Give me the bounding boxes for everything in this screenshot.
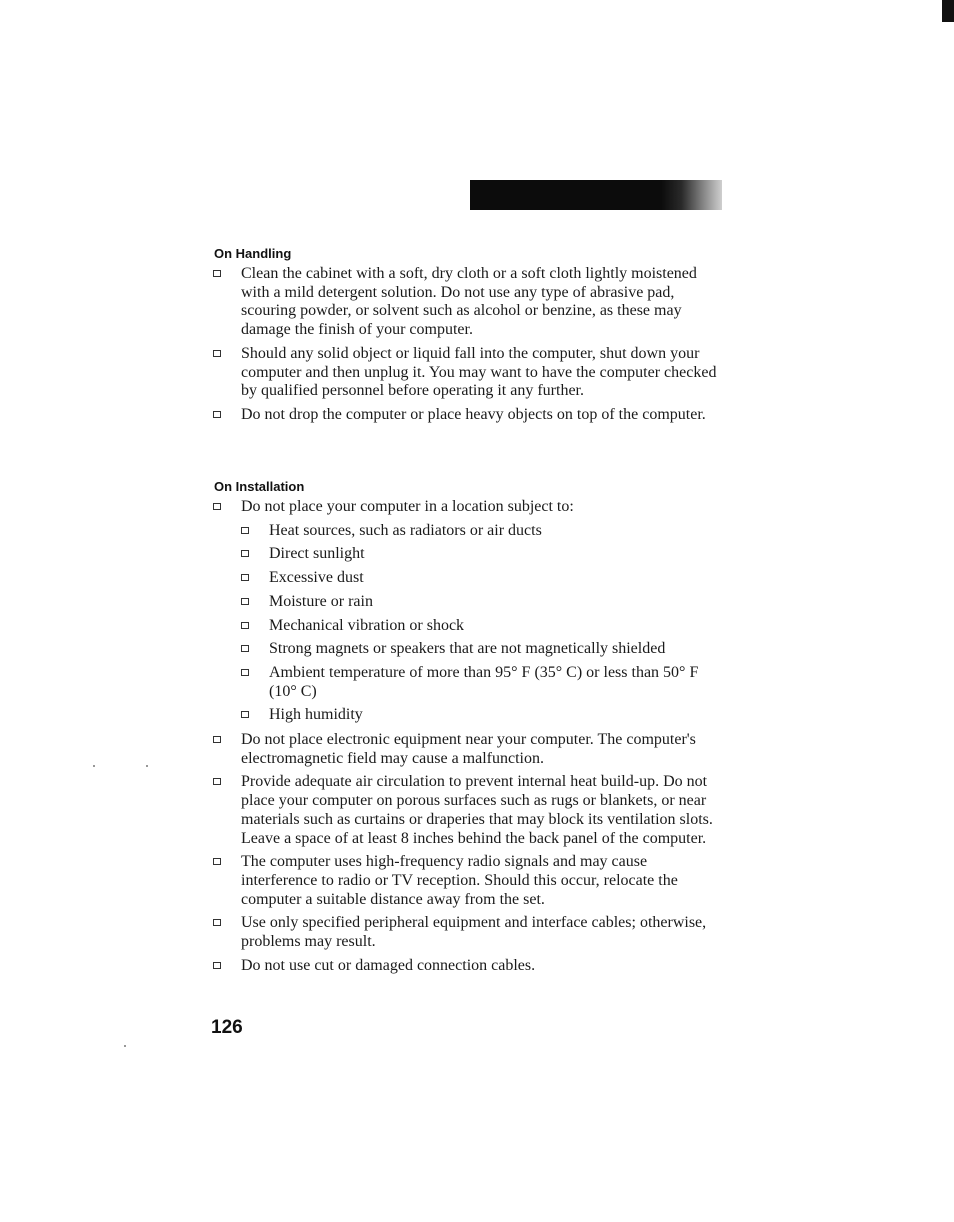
- item-text: Mechanical vibration or shock: [269, 616, 465, 634]
- sub-list-item: [212, 617, 722, 636]
- checkbox-bullet-icon: [241, 711, 249, 718]
- checkbox-bullet-icon: [213, 778, 221, 785]
- checkbox-bullet-icon: [241, 527, 249, 534]
- sub-list-item: [212, 545, 722, 564]
- checkbox-bullet-icon: [241, 598, 249, 605]
- checkbox-bullet-icon: [241, 645, 249, 652]
- list-item: [212, 265, 722, 340]
- item-text: High humidity: [269, 706, 363, 724]
- list-item: [212, 773, 722, 848]
- scan-speck: [146, 765, 148, 767]
- checkbox-bullet-icon: [241, 574, 249, 581]
- sub-list-item: [212, 569, 722, 588]
- item-text: Should any solid object or liquid fall into the computer, shut down your computer and then unplug it. You may want to have the computer checked by qualified personnel before operating it any further.: [241, 344, 717, 400]
- item-text: Direct sunlight: [269, 545, 365, 563]
- checkbox-bullet-icon: [241, 622, 249, 629]
- sub-list-item: [212, 664, 722, 701]
- checkbox-bullet-icon: [213, 919, 221, 926]
- list-item: [212, 406, 722, 425]
- sub-list-item: [212, 706, 722, 725]
- sub-list-item: [212, 640, 722, 659]
- item-text: Strong magnets or speakers that are not magnetically shielded: [269, 640, 666, 658]
- sub-list-item: [212, 522, 722, 541]
- page-number: 126: [211, 1017, 243, 1038]
- checkbox-bullet-icon: [213, 962, 221, 969]
- heading-on-installation: On Installation: [214, 479, 305, 494]
- installation-list: [212, 498, 722, 730]
- scan-speck: [93, 765, 95, 767]
- item-text: Heat sources, such as radiators or air ducts: [269, 521, 542, 539]
- checkbox-bullet-icon: [213, 350, 221, 357]
- item-text: Provide adequate air circulation to prevent internal heat build-up. Do not place your computer on porous surfaces such as rugs or blankets, or near materials such as curtains or draperies that may block its ventilation slots. Leave a space of at least 8 inches behind the back panel of the computer.: [241, 773, 713, 847]
- handling-list: [212, 265, 722, 430]
- item-text: Do not place your computer in a location subject to:: [241, 498, 574, 515]
- item-text: The computer uses high-frequency radio signals and may cause interference to radio or TV reception. Should this occur, relocate the computer a suitable distance away from the set.: [241, 853, 678, 908]
- list-item: [212, 957, 722, 976]
- list-item: [212, 914, 722, 951]
- list-item: [212, 731, 722, 768]
- heading-on-handling: On Handling: [214, 246, 292, 261]
- corner-mark: [942, 0, 954, 22]
- scan-speck: [124, 1045, 126, 1047]
- checkbox-bullet-icon: [213, 411, 221, 418]
- item-text: Moisture or rain: [269, 592, 373, 610]
- item-text: Do not use cut or damaged connection cables.: [241, 956, 536, 974]
- sub-list-item: [212, 593, 722, 612]
- checkbox-bullet-icon: [241, 550, 249, 557]
- list-item: [212, 853, 722, 909]
- item-text: Clean the cabinet with a soft, dry cloth or a soft cloth lightly moistened with a mild detergent solution. Do not use any type of abrasive pad, scouring powder, or solvent such as alcohol or benzine, as these may damage the finish of your computer.: [241, 265, 697, 339]
- list-item: [212, 498, 722, 517]
- checkbox-bullet-icon: [213, 270, 221, 277]
- checkbox-bullet-icon: [213, 503, 221, 510]
- item-text: Excessive dust: [269, 569, 364, 587]
- list-item: [212, 345, 722, 401]
- checkbox-bullet-icon: [241, 669, 249, 676]
- installation-list-continued: [212, 731, 722, 980]
- item-text: Do not drop the computer or place heavy objects on top of the computer.: [241, 405, 706, 423]
- item-text: Ambient temperature of more than 95° F (35° C) or less than 50° F (10° C): [269, 663, 699, 700]
- checkbox-bullet-icon: [213, 858, 221, 865]
- item-text: Do not place electronic equipment near your computer. The computer's electromagnetic field may cause a malfunction.: [241, 731, 696, 767]
- checkbox-bullet-icon: [213, 736, 221, 743]
- item-text: Use only specified peripheral equipment and interface cables; otherwise, problems may result.: [241, 914, 707, 951]
- section-header-bar: [470, 180, 722, 210]
